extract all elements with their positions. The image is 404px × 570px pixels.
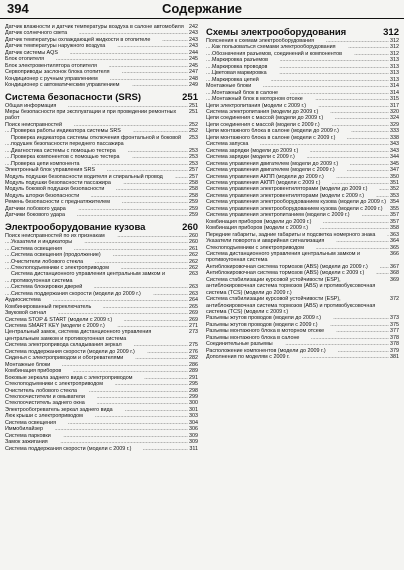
entry-title: Обозначения разъемов, соединений и компонентов <box>212 51 354 57</box>
page-ref: 244 <box>189 49 198 56</box>
page-ref: 262 <box>189 252 198 259</box>
entry-title: Комбинированный переключатель <box>5 304 103 310</box>
page-ref: 352 <box>390 186 399 193</box>
entry-title: Кондиционер с автоматическим управлением <box>5 82 132 88</box>
page-ref: 367 <box>390 263 399 270</box>
entry-title: Разъемы монтажного блока в салоне <box>206 335 311 341</box>
entry-title: Система управления электровентиляторами (модели с 2009 г.) <box>206 193 376 199</box>
entry-title: Проверка индикатора системы отключения фронтальной и боковой подушек безопасности переднего пассажира <box>11 135 198 148</box>
page-ref: 253 <box>189 147 198 154</box>
page-ref: 313 <box>390 63 399 70</box>
page-ref: 378 <box>390 334 399 341</box>
page-ref: 312 <box>390 38 399 44</box>
entry-title: Маркировка разъемов <box>212 57 280 63</box>
entry-title: Меры безопасности при эксплуатации и при проведении ремонтных работ <box>5 109 198 122</box>
toc-entry <box>5 212 198 218</box>
page-ref: 381 <box>390 354 399 361</box>
page-ref: 300 <box>189 400 198 407</box>
page-ref: 373 <box>390 315 399 322</box>
entry-title: Система дистанционного управления центральным замком и противоугонная система <box>11 271 198 284</box>
page-ref: 248 <box>189 75 198 82</box>
page-ref: 379 <box>390 347 399 354</box>
page-ref: 369 <box>390 276 399 283</box>
page-ref: 269 <box>189 310 198 317</box>
page-ref: 372 <box>390 296 399 303</box>
page-ref: 313 <box>390 70 399 77</box>
page-ref: 243 <box>189 36 198 43</box>
entry-title: Модуль шторки безопасности <box>5 193 91 199</box>
page-ref: 253 <box>189 134 198 141</box>
entry-title: Указатели и индикаторы <box>11 239 84 245</box>
toc-section-heading <box>5 92 198 103</box>
entry-title: Датчик температуры охлаждающей жидкости в отопителе <box>5 37 162 43</box>
page-ref: 317 <box>390 102 399 109</box>
entry-title: Маркировка цепей <box>212 77 271 83</box>
page-ref: 263 <box>189 284 198 291</box>
page-header <box>0 0 404 19</box>
page-ref: 242 <box>189 24 198 30</box>
page-ref: 262 <box>189 264 198 271</box>
page-number: 394 <box>7 1 29 16</box>
page-ref: 355 <box>390 205 399 212</box>
entry-title: Цепи соединения с массой (модели с 2009 г.) <box>206 122 332 128</box>
page-ref: 364 <box>390 238 399 245</box>
entry-title: Система STOP & START (модели с 2009 г.) <box>5 317 124 323</box>
page-ref: 353 <box>390 192 399 199</box>
entry-title: Система управления АКПП (модели с 2009 г.) <box>206 180 332 186</box>
entry-title: Сиденья с электроприводом и обогревателями <box>5 355 135 361</box>
entry-title: Стеклоочиститель заднего окна <box>5 400 97 406</box>
entry-title: Система управления электропитанием (модели с 2009 г.) <box>206 212 362 218</box>
page-ref: 252 <box>189 121 198 128</box>
page-ref: 301 <box>189 406 198 413</box>
entry-title: Дополнения по моделям с 2009 г. <box>206 354 302 360</box>
entry-title: Система управления электрооборудованием кузова (модели с 2009 г.) <box>206 206 395 212</box>
toc-entry <box>5 109 198 122</box>
entry-title: Аудиосистема <box>5 297 53 303</box>
page-ref: 378 <box>390 341 399 348</box>
page-ref: 259 <box>189 212 198 219</box>
entry-title: Датчик температуры наружного воздуха <box>5 43 117 49</box>
entry-title: Очистители лобового стекла <box>11 259 95 265</box>
entry-title: Диагностика системы с помощью тестера <box>11 148 128 154</box>
page-ref: 320 <box>390 108 399 115</box>
toc-entry <box>206 251 399 264</box>
page-ref: 312 <box>390 50 399 57</box>
entry-title: Система освещения (продолжение) <box>11 252 113 258</box>
page-ref: 298 <box>189 387 198 394</box>
page-ref: 312 <box>383 27 399 38</box>
page-ref: 263 <box>189 290 198 297</box>
page-ref: 313 <box>390 57 399 64</box>
page-ref: 312 <box>390 44 399 51</box>
page-ref: 291 <box>189 374 198 381</box>
entry-title: Разъемы монтажного блока в моторном отсеке <box>206 328 336 334</box>
page-ref: 252 <box>189 128 198 135</box>
entry-title: Датчик солнечного света <box>5 30 79 36</box>
page-ref: 329 <box>390 121 399 128</box>
entry-title: Система блокировки дверей <box>11 284 94 290</box>
entry-title: Модуль боковой подушки безопасности <box>5 186 116 192</box>
entry-title: Система зарядки (модели с 2009 г.) <box>206 154 307 160</box>
page-ref: 306 <box>189 426 198 433</box>
page-ref: 366 <box>390 250 399 257</box>
entry-title: Система SMART KEY (модели с 2009 г.) <box>5 323 117 329</box>
entry-title: Система электропривода складывания зеркал <box>5 342 134 348</box>
page-ref: 276 <box>189 348 198 355</box>
entry-title: Кондиционер с ручным управлением <box>5 76 110 82</box>
toc-entry <box>5 446 198 452</box>
entry-title: Цепи электропитания (модели с 2009 г.) <box>206 103 318 109</box>
toc-entry <box>5 329 198 342</box>
entry-title: Система дистанционного управления центральным замком и противоугонная система <box>206 251 399 264</box>
entry-title: Проверка компонентов с помощью тестера <box>11 154 132 160</box>
entry-title: Датчик влажности и датчик температуры воздуха в салоне автомобиля <box>5 24 196 30</box>
page-ref: 363 <box>390 231 399 238</box>
page-ref: 309 <box>189 439 198 446</box>
page-ref: 351 <box>390 179 399 186</box>
page-ref: 273 <box>189 329 198 336</box>
page-ref: 375 <box>390 321 399 328</box>
section-title: Электрооборудование кузова <box>5 221 146 233</box>
page-ref: 311 <box>189 445 198 452</box>
entry-title: Пояснения к схемам электрооборудования <box>206 38 326 44</box>
page-ref: 247 <box>189 69 198 76</box>
page-ref: 309 <box>189 432 198 439</box>
page-ref: 258 <box>189 192 198 199</box>
page-ref: 350 <box>390 173 399 180</box>
page-ref: 357 <box>390 218 399 225</box>
entry-title: Система управления АКПП (модели до 2009 г.) <box>206 174 336 180</box>
entry-title: Антиблокировочная система тормозов (ABS) (модели до 2009 г.) <box>206 264 380 270</box>
entry-title: Монтажные блоки <box>5 362 62 368</box>
entry-title: Боковые зеркала заднего вида с электроприводом <box>5 375 144 381</box>
page-ref: 304 <box>189 419 198 426</box>
entry-title: Модуль подушки безопасности пассажира <box>5 180 123 186</box>
page-ref: 245 <box>189 62 198 69</box>
page-ref: 333 <box>390 128 399 135</box>
entry-title: Модуль подушки безопасности водителя и спиральный провод <box>5 174 175 180</box>
entry-title: Датчики бокового удара <box>5 212 77 218</box>
entry-title: Монтажный блок в моторном отсеке <box>212 96 315 102</box>
page-ref: 314 <box>390 83 399 90</box>
entry-title: Разъемы жгутов проводов (модели до 2009 г.) <box>206 315 333 321</box>
entry-title: Как пользоваться схемами электрооборудования <box>212 44 348 50</box>
toc-entry <box>5 135 198 148</box>
entry-title: Система управления электрооборудованием кузова (модели до 2009 г.) <box>206 199 398 205</box>
entry-title: Система стабилизации курсовой устойчивости (ESP), антиблокировочная система тормозов (ABS) и противобуксовочная система (TCS) (модели с 2009 г.) <box>206 296 399 315</box>
page-ref: 258 <box>189 186 198 193</box>
page-ref: 249 <box>189 82 198 89</box>
entry-title: Комбинация приборов <box>5 368 73 374</box>
page-ref: 324 <box>390 115 399 122</box>
toc-entry <box>5 82 198 88</box>
entry-title: Система управления двигателем (модели до 2009 г.) <box>206 161 350 167</box>
page-ref: 258 <box>189 179 198 186</box>
entry-title: Блок отопителя <box>5 56 56 62</box>
page-ref: 251 <box>189 102 198 109</box>
toc-column-right <box>206 24 399 361</box>
page-ref: 260 <box>189 239 198 246</box>
entry-title: Очиститель лобового стекла <box>5 388 89 394</box>
page-ref: 257 <box>189 167 198 174</box>
entry-title: Цепи монтажного блока в салоне (модели с 2009 г.) <box>206 135 347 141</box>
entry-title: Расположение компонентов (модели до 2009 г.) <box>206 348 338 354</box>
section-title: Система безопасности (SRS) <box>5 91 142 103</box>
entry-title: Монтажные блоки <box>206 83 263 89</box>
entry-title: Центральный замок, система дистанционного управления центральным замком и противоугонная система <box>5 329 198 342</box>
entry-title: Звуковой сигнал <box>5 310 58 316</box>
entry-title: Стеклоподъемники с электроприводом <box>11 265 121 271</box>
page-ref: 263 <box>189 271 198 278</box>
entry-title: Соединительные разъемы <box>206 341 285 347</box>
entry-title: Система освещения <box>11 246 74 252</box>
page-ref: 265 <box>189 303 198 310</box>
page-title: Содержание <box>161 1 243 16</box>
page-ref: 338 <box>390 134 399 141</box>
entry-title: Цепи монтажного блока в салоне (модели до 2009 г.) <box>206 128 351 134</box>
entry-title: Проверка работы индикатора системы SRS <box>11 128 133 134</box>
page-ref: 253 <box>189 154 198 161</box>
entry-title: Указатели поворота и аварийная сигнализация <box>206 238 336 244</box>
page-ref: 257 <box>189 173 198 180</box>
entry-title: Цепи соединения с массой (модели до 2009 г.) <box>206 115 335 121</box>
toc-entry <box>206 277 399 296</box>
entry-title: Люк крыши с электроприводом <box>5 413 95 419</box>
page-ref: 260 <box>189 232 198 239</box>
entry-title: Замок зажигания <box>5 439 60 445</box>
entry-title: Передние габариты, задние габариты и подсветка номерного знака <box>206 232 387 238</box>
entry-title: Система управления электровентиляторами (модели до 2009 г.) <box>206 186 379 192</box>
page-ref: 344 <box>390 154 399 161</box>
page-ref: 262 <box>189 258 198 265</box>
page-ref: 251 <box>189 108 198 115</box>
entry-title: Блок электровентилятора отопителя <box>5 63 109 69</box>
page-ref: 275 <box>189 342 198 349</box>
toc-section-heading <box>206 27 399 38</box>
page-ref: 357 <box>390 212 399 219</box>
entry-title: Стеклоподъемники с электроприводом <box>5 381 115 387</box>
page-ref: 365 <box>390 244 399 251</box>
entry-title: Система парковки <box>5 433 63 439</box>
page-ref: 299 <box>189 394 198 401</box>
page-ref: 295 <box>189 381 198 388</box>
page-ref: 251 <box>182 91 198 103</box>
page-ref: 271 <box>189 323 198 330</box>
entry-title: Система поддержания скорости (модели до 2009 г.) <box>11 291 153 297</box>
section-title: Схемы электрооборудования <box>206 27 347 38</box>
page-ref: 315 <box>390 96 399 103</box>
entry-title: Система стабилизации курсовой устойчивости (ESP), антиблокировочная система тормозов (ABS) и противобуксовочная система (TCS) (модели до 2009 г.) <box>206 277 399 296</box>
entry-title: Проверка цепи компонента <box>11 161 92 167</box>
page-ref: 282 <box>189 355 198 362</box>
entry-title: Стеклоподъемники с электроприводом <box>206 245 316 251</box>
page-ref: 354 <box>390 199 399 206</box>
entry-title: Датчик системы AQS <box>5 50 70 56</box>
entry-title: Монтажный блок в салоне <box>212 90 290 96</box>
page-ref: 259 <box>189 205 198 212</box>
page-ref: 368 <box>390 270 399 277</box>
page-ref: 286 <box>189 361 198 368</box>
page-ref: 313 <box>390 76 399 83</box>
page-ref: 259 <box>189 199 198 206</box>
entry-title: Система управления двигателем (модели с 2009 г.) <box>206 167 347 173</box>
page-ref: 303 <box>189 413 198 420</box>
entry-title: Антиблокировочная система тормозов (ABS) (модели с 2009 г.) <box>206 270 376 276</box>
page-ref: 358 <box>390 225 399 232</box>
page-ref: 289 <box>189 368 198 375</box>
entry-title: Датчики лобового удара <box>5 206 78 212</box>
page-ref: 245 <box>189 56 198 63</box>
entry-title: Стеклоочистители и омыватели <box>5 394 97 400</box>
toc-column-left <box>5 24 198 452</box>
entry-title: Комбинация приборов (модели с 2009 г.) <box>206 225 320 231</box>
toc-entry <box>206 354 399 360</box>
page-ref: 343 <box>390 147 399 154</box>
entry-title: Система освещения <box>5 420 68 426</box>
entry-title: Комбинация приборов (модели до 2009 г.) <box>206 219 323 225</box>
page-ref: 345 <box>390 160 399 167</box>
page-ref: 243 <box>189 43 198 50</box>
page-ref: 314 <box>390 89 399 96</box>
page-ref: 253 <box>189 160 198 167</box>
entry-title: Система поддержания скорости (модели до 2009 г.) <box>5 349 147 355</box>
toc-entry <box>5 271 198 284</box>
entry-title: Иммобилайзер <box>5 426 55 432</box>
toc-entry <box>206 296 399 315</box>
entry-title: Ремень безопасности с преднатяжителем <box>5 199 122 205</box>
page-ref: 260 <box>182 221 198 233</box>
entry-title: Поиск неисправностей <box>5 122 74 128</box>
page-ref: 243 <box>189 30 198 37</box>
entry-title: Система электропитания (модели до 2009 г.) <box>206 109 330 115</box>
entry-title: Электронный блок управления SRS <box>5 167 107 173</box>
page-ref: 269 <box>189 316 198 323</box>
entry-title: Система зарядки (модели до 2009 г.) <box>206 148 310 154</box>
entry-title: Система поддержания скорости (модели с 2009 г.) <box>5 446 143 452</box>
entry-title: Маркировка проводов <box>212 64 279 70</box>
page-ref: 264 <box>189 297 198 304</box>
entry-title: Электрообогреватель зеркал заднего вида <box>5 407 125 413</box>
entry-title: Цветовая маркировка <box>212 70 279 76</box>
entry-title: Сервоприводы заслонок блока отопителя <box>5 69 122 75</box>
entry-title: Поиск неисправностей по их признакам <box>5 233 117 239</box>
toc-section-heading <box>5 222 198 233</box>
page-ref: 347 <box>390 167 399 174</box>
entry-title: Общая информация <box>5 103 68 109</box>
entry-title: Система запуска <box>206 141 260 147</box>
page-ref: 261 <box>189 245 198 252</box>
entry-title: Разъемы жгутов проводов (модели с 2009 г.) <box>206 322 330 328</box>
page-ref: 343 <box>390 141 399 148</box>
page-ref: 377 <box>390 328 399 335</box>
